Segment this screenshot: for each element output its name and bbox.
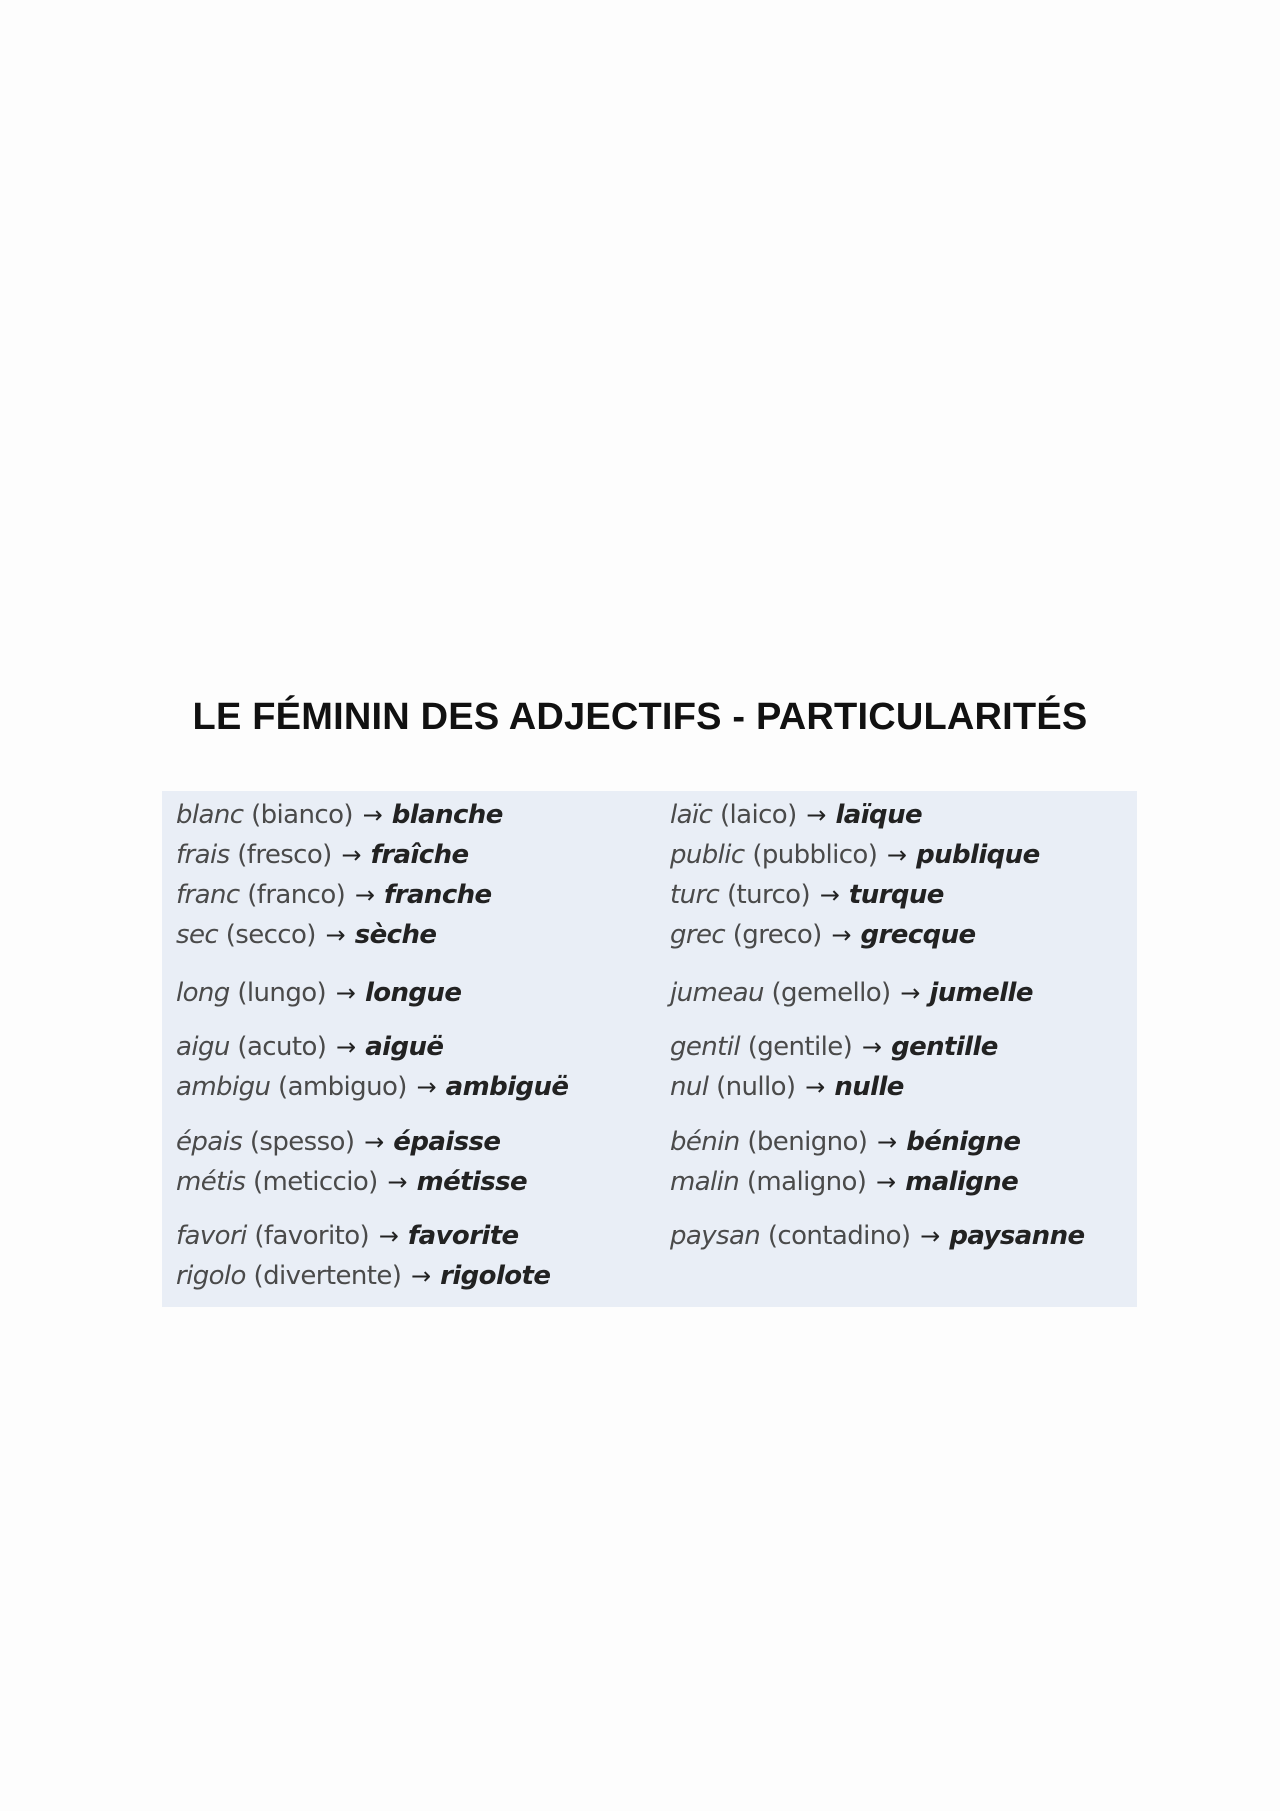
arrow-icon: →	[336, 1033, 356, 1061]
adjective-entry	[176, 1256, 550, 1296]
entry-group	[176, 973, 461, 1013]
adjective-masculine: laïc	[670, 800, 713, 830]
arrow-icon: →	[335, 979, 356, 1007]
arrow-icon: →	[410, 1262, 431, 1290]
arrow-icon: →	[805, 1073, 825, 1101]
adjective-feminine: épaisse	[393, 1127, 501, 1157]
adjective-entry	[670, 973, 1033, 1013]
adjective-masculine: jumeau	[670, 978, 764, 1008]
adjective-feminine: métisse	[416, 1167, 528, 1197]
adjective-translation: (fresco)	[237, 840, 332, 870]
adjective-masculine: épais	[176, 1127, 243, 1157]
adjective-feminine: turque	[848, 880, 944, 910]
arrow-icon: →	[378, 1222, 399, 1250]
adjective-entry	[176, 1122, 527, 1162]
adjective-masculine: franc	[176, 880, 240, 910]
adjective-masculine: ambigu	[176, 1072, 271, 1102]
adjective-entry	[670, 915, 1040, 955]
entry-group	[670, 973, 1033, 1013]
adjective-entry	[176, 875, 503, 915]
adjective-translation: (favorito)	[254, 1221, 370, 1251]
entry-group	[176, 1122, 527, 1202]
entry-group	[176, 1027, 568, 1107]
adjective-feminine: gentille	[891, 1032, 998, 1062]
entry-group	[670, 795, 1040, 955]
arrow-icon: →	[831, 921, 851, 949]
adjective-entry	[670, 795, 1040, 835]
adjective-feminine: ambiguë	[445, 1072, 569, 1102]
adjective-masculine: blanc	[176, 800, 244, 830]
adjective-translation: (franco)	[247, 880, 346, 910]
adjective-masculine: rigolo	[176, 1261, 246, 1291]
adjective-translation: (meticcio)	[252, 1167, 378, 1197]
adjective-entry	[670, 1216, 1085, 1256]
adjective-feminine: nulle	[834, 1072, 904, 1102]
adjective-translation: (greco)	[732, 920, 822, 950]
adjective-translation: (turco)	[726, 880, 811, 910]
adjective-entry	[176, 1216, 550, 1256]
adjective-translation: (nullo)	[716, 1072, 796, 1102]
adjective-feminine: sèche	[354, 920, 437, 950]
arrow-icon: →	[861, 1033, 882, 1061]
adjective-translation: (gentile)	[747, 1032, 853, 1062]
adjective-entry	[176, 973, 461, 1013]
adjective-masculine: nul	[670, 1072, 709, 1102]
adjective-feminine: longue	[364, 978, 462, 1008]
adjective-feminine: favorite	[407, 1221, 519, 1251]
adjective-translation: (acuto)	[237, 1032, 327, 1062]
adjective-feminine: rigolote	[440, 1261, 551, 1291]
entry-group	[670, 1122, 1020, 1202]
arrow-icon: →	[806, 801, 826, 829]
adjective-masculine: malin	[670, 1167, 740, 1197]
arrow-icon: →	[819, 881, 840, 909]
arrow-icon: →	[341, 841, 361, 869]
adjective-feminine: blanche	[391, 800, 503, 830]
adjective-translation: (maligno)	[746, 1167, 867, 1197]
adjective-feminine: jumelle	[929, 978, 1033, 1008]
adjective-masculine: favori	[176, 1221, 247, 1251]
adjective-translation: (ambiguo)	[278, 1072, 407, 1102]
adjective-entry	[670, 1027, 998, 1067]
adjective-entry	[176, 1162, 527, 1202]
adjective-entry	[670, 1162, 1020, 1202]
arrow-icon: →	[325, 921, 346, 949]
adjective-masculine: sec	[176, 920, 219, 950]
arrow-icon: →	[877, 1128, 897, 1156]
adjective-masculine: public	[670, 840, 745, 870]
adjective-masculine: long	[176, 978, 230, 1008]
adjective-masculine: bénin	[670, 1127, 740, 1157]
arrow-icon: →	[900, 979, 920, 1007]
adjective-translation: (lungo)	[237, 978, 327, 1008]
adjective-masculine: frais	[176, 840, 230, 870]
entry-group	[176, 795, 503, 955]
adjective-translation: (pubblico)	[752, 840, 878, 870]
adjective-masculine: aigu	[176, 1032, 230, 1062]
adjective-masculine: turc	[670, 880, 720, 910]
arrow-icon: →	[416, 1073, 436, 1101]
adjective-translation: (secco)	[225, 920, 316, 950]
entry-group	[176, 1216, 550, 1296]
arrow-icon: →	[886, 841, 907, 869]
adjective-entry	[176, 915, 503, 955]
adjective-feminine: laïque	[835, 800, 923, 830]
adjective-feminine: publique	[916, 840, 1040, 870]
adjective-masculine: grec	[670, 920, 726, 950]
entry-group	[670, 1216, 1085, 1256]
adjective-feminine: paysanne	[949, 1221, 1085, 1251]
adjective-entry	[670, 835, 1040, 875]
adjective-translation: (bianco)	[251, 800, 353, 830]
arrow-icon: →	[364, 1128, 384, 1156]
adjective-entry	[176, 835, 503, 875]
arrow-icon: →	[876, 1168, 896, 1196]
adjective-translation: (laico)	[719, 800, 797, 830]
adjective-masculine: paysan	[670, 1221, 761, 1251]
adjective-feminine: grecque	[860, 920, 976, 950]
page-title: LE FÉMININ DES ADJECTIFS - PARTICULARITÉS	[192, 696, 1088, 738]
adjective-entry	[176, 1027, 568, 1067]
adjective-translation: (divertente)	[253, 1261, 402, 1291]
arrow-icon: →	[362, 801, 383, 829]
adjective-translation: (spesso)	[249, 1127, 355, 1157]
adjective-translation: (benigno)	[747, 1127, 868, 1157]
adjective-masculine: gentil	[670, 1032, 741, 1062]
adjective-feminine: bénigne	[906, 1127, 1021, 1157]
adjective-translation: (gemello)	[771, 978, 891, 1008]
arrow-icon: →	[387, 1168, 407, 1196]
adjective-entry	[176, 795, 503, 835]
arrow-icon: →	[920, 1222, 940, 1250]
adjective-entry	[670, 875, 1040, 915]
adjective-masculine: métis	[176, 1167, 246, 1197]
adjective-feminine: franche	[384, 880, 492, 910]
arrow-icon: →	[354, 881, 375, 909]
adjective-feminine: aiguë	[365, 1032, 444, 1062]
adjective-entry	[176, 1067, 568, 1107]
adjective-feminine: maligne	[905, 1167, 1019, 1197]
adjective-translation: (contadino)	[767, 1221, 911, 1251]
adjective-entry	[670, 1067, 998, 1107]
adjectives-panel	[162, 791, 1137, 1307]
adjective-entry	[670, 1122, 1020, 1162]
adjective-feminine: fraîche	[370, 840, 469, 870]
entry-group	[670, 1027, 998, 1107]
